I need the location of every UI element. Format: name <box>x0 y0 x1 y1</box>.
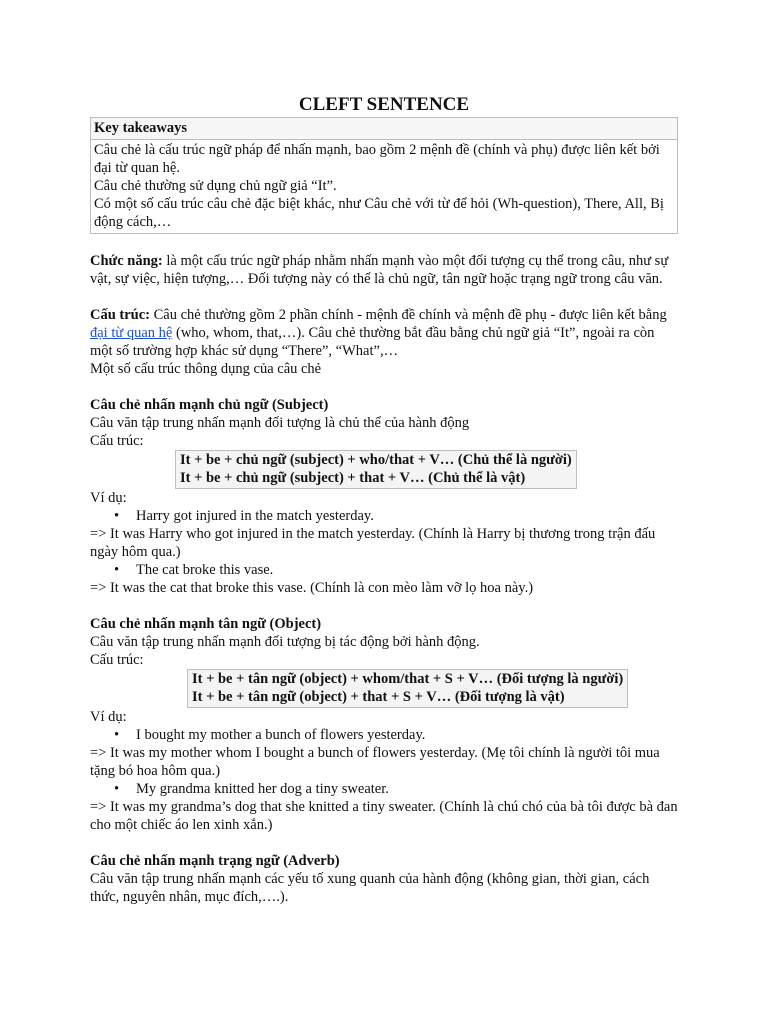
structure-paragraph <box>90 306 678 360</box>
key-takeaway-line: Câu chẻ thường sử dụng chủ ngữ giả “It”. <box>94 178 337 194</box>
subject-example-label: Ví dụ: <box>90 490 127 506</box>
structure-text-after: (who, whom, that,…). Câu chẻ thường bắt đầu bằng chủ ngữ giả “It”, ngoài ra còn một số trường hợp khác sử dụng “There”, “What”,… <box>90 325 655 359</box>
object-formula-wrap <box>187 669 678 708</box>
adverb-heading: Câu chẻ nhấn mạnh trạng ngữ (Adverb) <box>90 853 340 869</box>
object-example-1: • I bought my mother a bunch of flowers yesterday. <box>90 726 678 744</box>
object-heading: Câu chẻ nhấn mạnh tân ngữ (Object) <box>90 616 322 632</box>
key-takeaway-line: Có một số cấu trúc câu chẻ đặc biệt khác, như Câu chẻ với từ để hỏi (Wh-question), There, All, Bị động cách,… <box>94 196 664 230</box>
function-paragraph <box>90 252 678 288</box>
key-takeaways-body <box>91 140 678 234</box>
subject-example-2-result: => It was the cat that broke this vase. (Chính là con mèo làm vỡ lọ hoa này.) <box>90 580 534 596</box>
object-desc: Câu văn tập trung nhấn mạnh đối tượng bị tác động bởi hành động. <box>90 634 480 650</box>
relative-pronoun-link[interactable]: đại từ quan hệ <box>90 325 173 341</box>
adverb-desc: Câu văn tập trung nhấn mạnh các yếu tố xung quanh của hành động (không gian, thời gian, cách thức, nguyên nhân, mục đích,….). <box>90 871 650 905</box>
structure-intro: Một số cấu trúc thông dụng của câu chẻ <box>90 361 322 377</box>
subject-example-1-result: => It was Harry who got injured in the match yesterday. (Chính là Harry bị thương trong trận đấu ngày hôm qua.) <box>90 526 656 560</box>
key-takeaway-line: Câu chẻ là cấu trúc ngữ pháp để nhấn mạnh, bao gồm 2 mệnh đề (chính và phụ) được liên kết bởi đại từ quan hệ. <box>94 142 660 176</box>
subject-formula-2: It + be + chủ ngữ (subject) + that + V… (Chủ thể là vật) <box>180 470 526 486</box>
object-structure-label: Cấu trúc: <box>90 652 144 668</box>
subject-formula-box <box>175 450 577 489</box>
page-title: CLEFT SENTENCE <box>298 94 470 115</box>
structure-text-before: Câu chẻ thường gồm 2 phần chính - mệnh đề chính và mệnh đề phụ - được liên kết bằng <box>150 307 667 323</box>
key-takeaways-table <box>90 117 678 234</box>
subject-desc: Câu văn tập trung nhấn mạnh đối tượng là chủ thể của hành động <box>90 415 470 431</box>
subject-example-1: • Harry got injured in the match yesterday. <box>90 507 678 525</box>
function-text: là một cấu trúc ngữ pháp nhằm nhấn mạnh vào một đối tượng cụ thể trong câu, như sự vật, sự việc, hiện tượng,… Đối tượng này có thể là chủ ngữ, tân ngữ hoặc trạng ngữ trong câu văn. <box>90 253 669 287</box>
key-takeaways-header: Key takeaways <box>91 118 678 140</box>
document-content <box>90 94 678 906</box>
subject-example-2: • The cat broke this vase. <box>90 561 678 579</box>
object-example-label: Ví dụ: <box>90 709 127 725</box>
object-example-2-result: => It was my grandma’s dog that she knitted a tiny sweater. (Chính là chú chó của bà tôi được bà đan cho một chiếc áo len xinh xắn.) <box>90 799 678 833</box>
object-example-1-result: => It was my mother whom I bought a bunch of flowers yesterday. (Mẹ tôi chính là người tôi mua tặng bó hoa hôm qua.) <box>90 745 660 779</box>
object-formula-2: It + be + tân ngữ (object) + that + S + V… (Đối tượng là vật) <box>192 689 565 705</box>
object-example-2: • My grandma knitted her dog a tiny sweater. <box>90 780 678 798</box>
subject-formula-wrap <box>175 450 678 489</box>
object-formula-box <box>187 669 628 708</box>
structure-label: Cấu trúc: <box>90 307 151 323</box>
object-formula-1: It + be + tân ngữ (object) + whom/that + S + V… (Đối tượng là người) <box>192 671 624 687</box>
function-label: Chức năng: <box>90 253 163 269</box>
subject-structure-label: Cấu trúc: <box>90 433 144 449</box>
subject-formula-1: It + be + chủ ngữ (subject) + who/that + V… (Chủ thể là người) <box>180 452 572 468</box>
subject-heading: Câu chẻ nhấn mạnh chủ ngữ (Subject) <box>90 397 329 413</box>
